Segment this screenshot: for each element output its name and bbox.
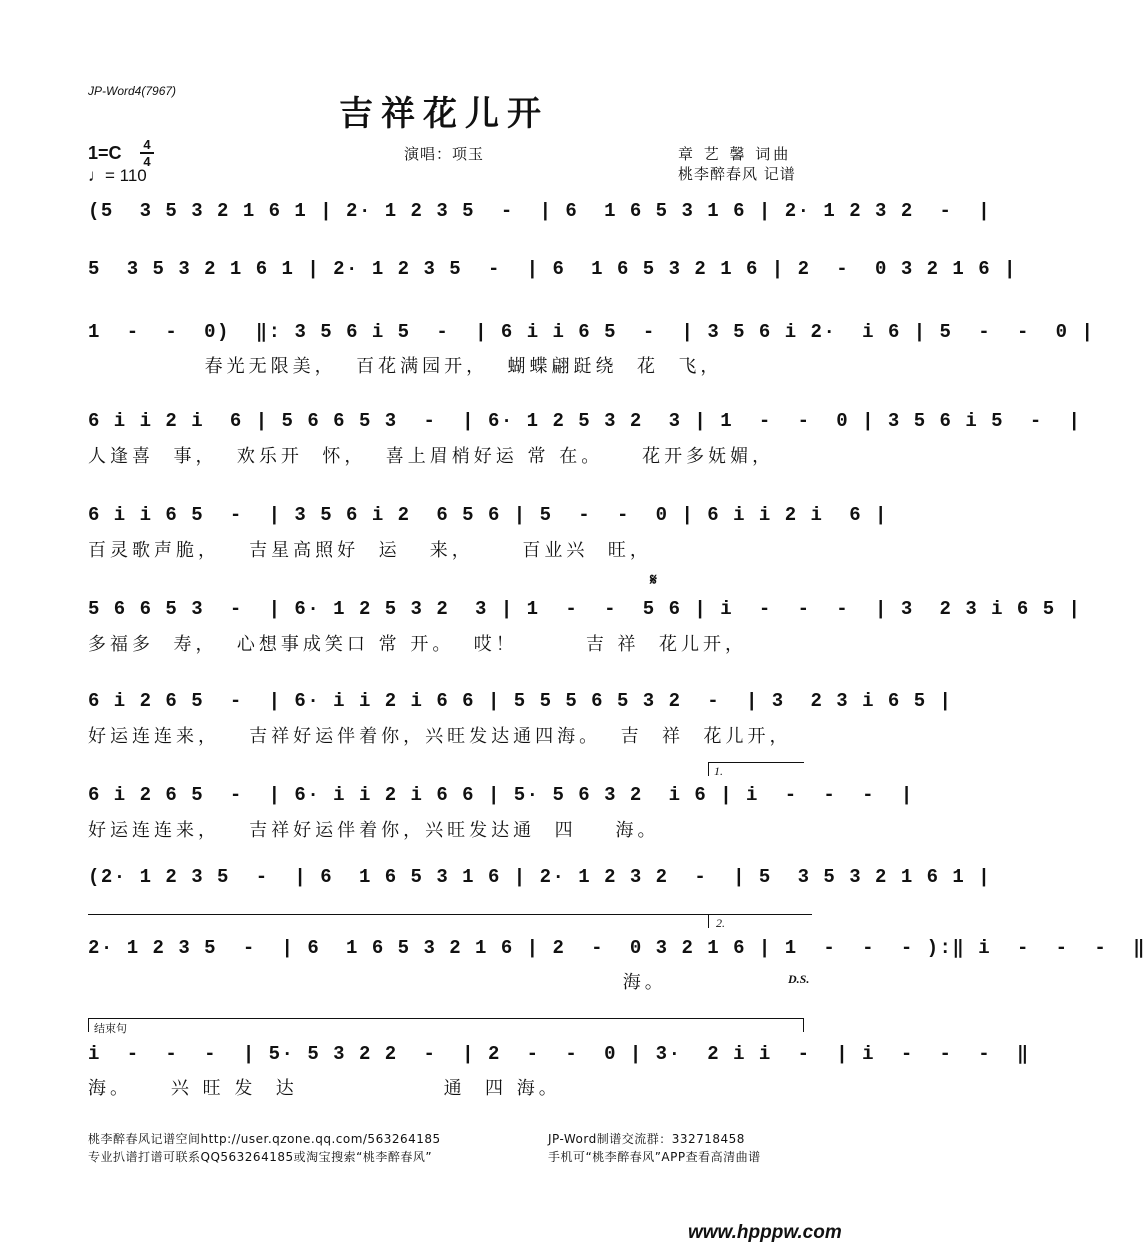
lyrics-row-10: 海。 [88, 972, 667, 993]
score-row-6: 5 6 6 5 3 - | 6· 1 2 5 3 2 3 | 1 - - 5 6 | i - - - | 3 2 3 i 6 5 | [88, 598, 1082, 620]
lyrics-row-8: 好运连连来， 吉祥好运伴着你，兴旺发达通 四 海。 [88, 820, 660, 841]
time-signature [140, 138, 154, 168]
volta-1-tick [708, 762, 709, 776]
score-row-3: 1 - - 0) ‖: 3 5 6 i 5 - | 6 i i 6 5 - | 3 5 6 i 2· i 6 | 5 - - 0 | [88, 321, 1095, 343]
score-row-7: 6 i 2 6 5 - | 6· i i 2 i 6 6 | 5 5 5 6 5 3 2 - | 3 2 3 i 6 5 | [88, 690, 953, 712]
website-watermark: www.hpppw.com [688, 1222, 842, 1243]
lyrics-row-5: 百灵歌声脆， 吉星高照好 运 来， 百业兴 旺， [88, 540, 652, 561]
coda-bracket [88, 1018, 804, 1019]
coda-tick-right [803, 1018, 804, 1032]
score-row-11: i - - - | 5· 5 3 2 2 - | 2 - - 0 | 3· 2 i i - | i - - - ‖ [88, 1043, 1030, 1065]
lyrics-row-3: 春光无限美， 百花满园开， 蝴蝶翩跹绕 花 飞， [88, 356, 723, 377]
volta-1-label: 1. [714, 764, 723, 778]
composer-credit: 章 艺 馨 词曲 [678, 145, 792, 163]
footer-qzone: 桃李醉春风记谱空间http://user.qzone.qq.com/563264185 [88, 1132, 441, 1146]
coda-label: 结束句 [94, 1022, 127, 1035]
system-separator [88, 914, 812, 915]
singer-credit: 演唱：项玉 [404, 145, 485, 163]
volta-2-tick [708, 914, 709, 928]
transcriber-credit: 桃李醉春风 记谱 [678, 165, 796, 183]
footer-app: 手机可“桃李醉春风”APP查看高清曲谱 [548, 1150, 761, 1164]
score-row-8: 6 i 2 6 5 - | 6· i i 2 i 6 6 | 5· 5 6 3 2 i 6 | i - - - | [88, 784, 914, 806]
volta-2-label: 2. [716, 916, 725, 930]
footer-service: 专业扒谱打谱可联系QQ563264185或淘宝搜索“桃李醉春风” [88, 1150, 433, 1164]
lyrics-row-4: 人逢喜 事， 欢乐开 怀， 喜上眉梢好运 常 在。 花开多妩媚， [88, 446, 775, 467]
software-label: JP-Word4(7967) [88, 84, 177, 98]
lyrics-row-6: 多福多 寿， 心想事成笑口 常 开。 哎！ 吉 祥 花儿开， [88, 634, 747, 655]
lyrics-row-7: 好运连连来， 吉祥好运伴着你，兴旺发达通四海。 吉 祥 花儿开， [88, 726, 792, 747]
coda-tick-left [88, 1018, 89, 1032]
lyrics-row-11: 海。 兴 旺 发 达 通 四 海。 [88, 1078, 561, 1099]
tempo-marking: ♩= 110 [88, 166, 147, 185]
segno-icon: 𝄋 [650, 570, 657, 589]
ds-marking: D.S. [788, 972, 810, 986]
key-signature: 1=C [88, 143, 122, 163]
time-signature-top: 4 [143, 137, 151, 152]
song-title: 吉祥花儿开 [339, 94, 549, 134]
time-signature-bottom: 4 [143, 154, 151, 169]
score-row-2: 5 3 5 3 2 1 6 1 | 2· 1 2 3 5 - | 6 1 6 5 3 2 1 6 | 2 - 0 3 2 1 6 | [88, 258, 1017, 280]
score-row-10: 2· 1 2 3 5 - | 6 1 6 5 3 2 1 6 | 2 - 0 3 2 1 6 | 1 - - - ):‖ i - - - ‖ [88, 937, 1146, 959]
score-row-1: (5 3 5 3 2 1 6 1 | 2· 1 2 3 5 - | 6 1 6 5 3 1 6 | 2· 1 2 3 2 - | [88, 200, 992, 222]
score-row-9: (2· 1 2 3 5 - | 6 1 6 5 3 1 6 | 2· 1 2 3 2 - | 5 3 5 3 2 1 6 1 | [88, 866, 992, 888]
score-row-4: 6 i i 2 i 6 | 5 6 6 5 3 - | 6· 1 2 5 3 2 3 | 1 - - 0 | 3 5 6 i 5 - | [88, 410, 1082, 432]
volta-1-bracket [708, 762, 804, 763]
score-row-5: 6 i i 6 5 - | 3 5 6 i 2 6 5 6 | 5 - - 0 | 6 i i 2 i 6 | [88, 504, 888, 526]
footer-group: JP-Word制谱交流群：332718458 [548, 1132, 745, 1146]
